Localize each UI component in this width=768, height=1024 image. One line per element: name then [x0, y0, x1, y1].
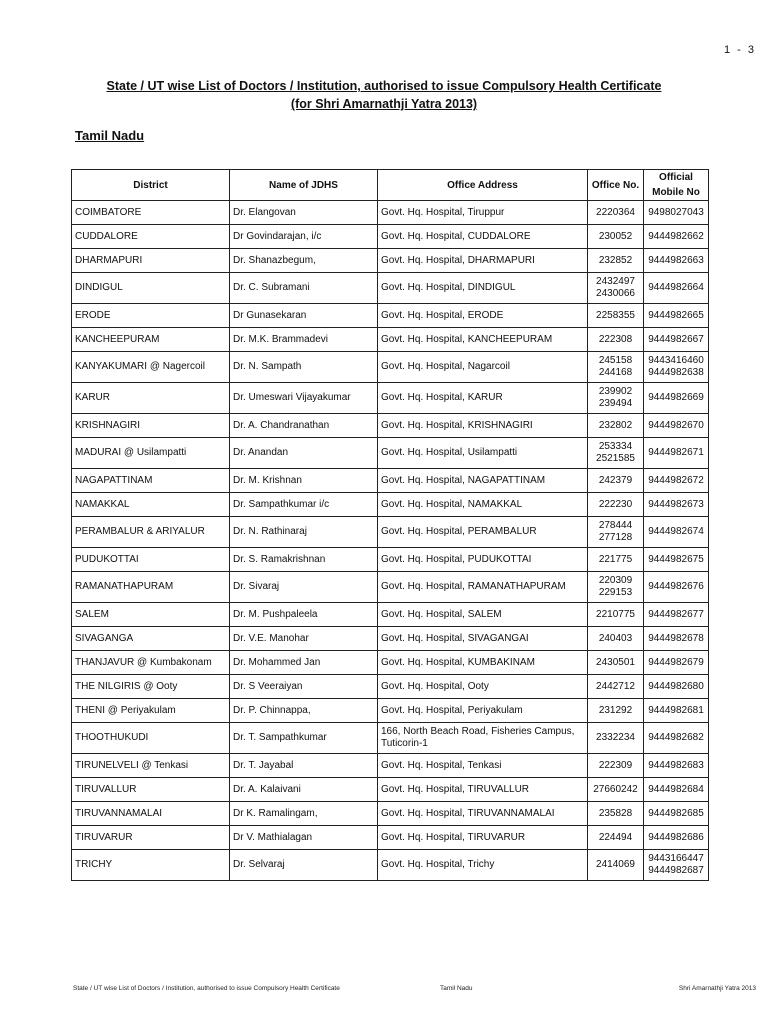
cell-office-no	[588, 201, 644, 225]
address-line: Govt. Hq. Hospital, SALEM	[381, 608, 502, 620]
office-number: 278444	[598, 520, 633, 531]
cell-address	[378, 699, 588, 723]
office-number: 253334	[598, 441, 633, 452]
cell-address	[378, 675, 588, 699]
cell-office-no	[588, 328, 644, 352]
cell-mobile	[644, 249, 709, 273]
cell-district: RAMANATHAPURAM	[72, 572, 230, 603]
cell-address	[378, 249, 588, 273]
cell-office-no	[588, 304, 644, 328]
cell-address	[378, 414, 588, 438]
cell-address	[378, 438, 588, 469]
office-number: 2210775	[596, 608, 635, 620]
address-line: 166, North Beach Road, Fisheries Campus,	[381, 726, 575, 737]
header-name: Name of JDHS	[230, 170, 378, 201]
cell-name: Dr. T. Sampathkumar	[230, 723, 378, 754]
mobile-number: 9444982683	[648, 759, 704, 771]
table-row	[72, 225, 709, 249]
cell-district: THE NILGIRIS @ Ooty	[72, 675, 230, 699]
mobile-number: 9444982662	[648, 230, 704, 242]
office-number: 2258355	[596, 309, 635, 321]
header-mobile-line-2: Mobile No	[652, 187, 700, 198]
cell-office-no	[588, 352, 644, 383]
cell-address	[378, 352, 588, 383]
mobile-number: 9444982675	[648, 553, 704, 565]
cell-name: Dr. Mohammed Jan	[230, 651, 378, 675]
mobile-number: 9444982671	[648, 447, 704, 458]
mobile-number: 9444982679	[648, 656, 704, 668]
address-line: Govt. Hq. Hospital, Usilampatti	[381, 447, 518, 458]
header-mobile	[644, 170, 709, 201]
footer-right: Shri Amarnathji Yatra 2013	[678, 985, 756, 992]
cell-district: TIRUVARUR	[72, 826, 230, 850]
cell-district: PUDUKOTTAI	[72, 548, 230, 572]
cell-office-no	[588, 383, 644, 414]
title-line-2: (for Shri Amarnathji Yatra 2013)	[290, 97, 478, 111]
cell-mobile	[644, 225, 709, 249]
table-body	[72, 201, 709, 881]
address-line: Govt. Hq. Hospital, Ooty	[381, 680, 489, 692]
cell-mobile	[644, 517, 709, 548]
header-address: Office Address	[378, 170, 588, 201]
cell-mobile	[644, 493, 709, 517]
office-number: 224494	[598, 831, 633, 843]
cell-name: Dr Gunasekaran	[230, 304, 378, 328]
mobile-number: 9444982685	[648, 807, 704, 819]
header-district: District	[72, 170, 230, 201]
address-line: Govt. Hq. Hospital, SIVAGANGAI	[381, 632, 529, 644]
mobile-number: 9444982664	[648, 282, 704, 293]
cell-district: KARUR	[72, 383, 230, 414]
table-row	[72, 352, 709, 383]
table-row	[72, 651, 709, 675]
cell-mobile	[644, 675, 709, 699]
mobile-number: 9444982667	[648, 333, 704, 345]
cell-name: Dr. Sampathkumar i/c	[230, 493, 378, 517]
office-number: 231292	[598, 704, 633, 716]
table-row	[72, 201, 709, 225]
address-line: Govt. Hq. Hospital, RAMANATHAPURAM	[381, 581, 566, 592]
cell-district: TRICHY	[72, 850, 230, 881]
mobile-number: 9444982680	[648, 680, 704, 692]
office-number: 2414069	[596, 859, 635, 870]
cell-district: TIRUNELVELI @ Tenkasi	[72, 754, 230, 778]
office-number: 235828	[598, 807, 633, 819]
mobile-number: 9444982672	[648, 474, 704, 486]
cell-office-no	[588, 493, 644, 517]
page-number: 1 - 3	[723, 44, 756, 56]
cell-address	[378, 778, 588, 802]
cell-mobile	[644, 778, 709, 802]
cell-name: Dr V. Mathialagan	[230, 826, 378, 850]
mobile-number: 9444982674	[648, 526, 704, 537]
cell-mobile	[644, 572, 709, 603]
cell-mobile	[644, 304, 709, 328]
table-row	[72, 572, 709, 603]
mobile-number: 9444982687	[648, 865, 704, 876]
mobile-number: 9444982681	[648, 704, 704, 716]
mobile-number: 9444982686	[648, 831, 704, 843]
cell-district: SIVAGANGA	[72, 627, 230, 651]
cell-district: DINDIGUL	[72, 273, 230, 304]
title-line-1: State / UT wise List of Doctors / Institution, authorised to issue Compulsory Health Certificate	[106, 79, 662, 93]
cell-name: Dr. M. Krishnan	[230, 469, 378, 493]
cell-mobile	[644, 273, 709, 304]
cell-address	[378, 723, 588, 754]
cell-mobile	[644, 723, 709, 754]
cell-office-no	[588, 802, 644, 826]
table-row	[72, 493, 709, 517]
table-row	[72, 850, 709, 881]
cell-district: THENI @ Periyakulam	[72, 699, 230, 723]
address-line: Tuticorin-1	[381, 738, 428, 749]
cell-office-no	[588, 699, 644, 723]
cell-office-no	[588, 723, 644, 754]
cell-address	[378, 548, 588, 572]
address-line: Govt. Hq. Hospital, NAGAPATTINAM	[381, 474, 546, 486]
table-header-row	[72, 170, 709, 201]
table-row	[72, 802, 709, 826]
cell-office-no	[588, 249, 644, 273]
cell-mobile	[644, 627, 709, 651]
cell-office-no	[588, 826, 644, 850]
cell-office-no	[588, 273, 644, 304]
office-number: 244168	[598, 367, 633, 378]
office-number: 221775	[598, 553, 633, 565]
mobile-number: 9498027043	[648, 206, 704, 218]
table-row	[72, 414, 709, 438]
cell-mobile	[644, 438, 709, 469]
office-number: 2430066	[596, 288, 635, 299]
cell-name: Dr. N. Sampath	[230, 352, 378, 383]
header-office-no: Office No.	[588, 170, 644, 201]
table-row	[72, 723, 709, 754]
address-line: Govt. Hq. Hospital, DHARMAPURI	[381, 254, 535, 266]
cell-address	[378, 304, 588, 328]
address-line: Govt. Hq. Hospital, KRISHNAGIRI	[381, 419, 533, 431]
address-line: Govt. Hq. Hospital, PUDUKOTTAI	[381, 553, 532, 565]
office-number: 2521585	[596, 453, 635, 464]
office-number: 242379	[598, 474, 633, 486]
office-number: 27660242	[593, 783, 638, 795]
mobile-number: 9444982676	[648, 581, 704, 592]
cell-mobile	[644, 802, 709, 826]
cell-address	[378, 850, 588, 881]
cell-mobile	[644, 603, 709, 627]
state-heading: Tamil Nadu	[75, 128, 145, 143]
address-line: Govt. Hq. Hospital, Trichy	[381, 859, 495, 870]
cell-district: KRISHNAGIRI	[72, 414, 230, 438]
table-row	[72, 627, 709, 651]
cell-address	[378, 627, 588, 651]
cell-mobile	[644, 383, 709, 414]
cell-name: Dr Govindarajan, i/c	[230, 225, 378, 249]
cell-office-no	[588, 675, 644, 699]
office-number: 2442712	[596, 680, 635, 692]
address-line: Govt. Hq. Hospital, CUDDALORE	[381, 230, 531, 242]
mobile-number: 9444982638	[648, 367, 704, 378]
cell-name: Dr. P. Chinnappa,	[230, 699, 378, 723]
table-row	[72, 548, 709, 572]
cell-district: ERODE	[72, 304, 230, 328]
cell-name: Dr. S. Ramakrishnan	[230, 548, 378, 572]
address-line: Govt. Hq. Hospital, TIRUVARUR	[381, 831, 526, 843]
cell-address	[378, 517, 588, 548]
cell-address	[378, 225, 588, 249]
cell-name: Dr. C. Subramani	[230, 273, 378, 304]
cell-address	[378, 603, 588, 627]
address-line: Govt. Hq. Hospital, Periyakulam	[381, 704, 523, 716]
mobile-number: 9444982684	[648, 783, 704, 795]
office-number: 2220364	[596, 206, 635, 218]
cell-name: Dr. V.E. Manohar	[230, 627, 378, 651]
cell-mobile	[644, 850, 709, 881]
cell-district: MADURAI @ Usilampatti	[72, 438, 230, 469]
office-number: 2332234	[596, 732, 635, 743]
cell-name: Dr. A. Kalaivani	[230, 778, 378, 802]
cell-name: Dr. Elangovan	[230, 201, 378, 225]
cell-address	[378, 651, 588, 675]
office-number: 245158	[598, 355, 633, 366]
mobile-number: 9444982663	[648, 254, 704, 266]
mobile-number: 9444982665	[648, 309, 704, 321]
cell-mobile	[644, 754, 709, 778]
cell-office-no	[588, 651, 644, 675]
cell-district: NAGAPATTINAM	[72, 469, 230, 493]
cell-address	[378, 802, 588, 826]
address-line: Govt. Hq. Hospital, Nagarcoil	[381, 361, 510, 372]
table-row	[72, 826, 709, 850]
office-number: 222230	[598, 498, 633, 510]
address-line: Govt. Hq. Hospital, NAMAKKAL	[381, 498, 523, 510]
table-row	[72, 469, 709, 493]
cell-mobile	[644, 651, 709, 675]
cell-address	[378, 383, 588, 414]
cell-office-no	[588, 548, 644, 572]
address-line: Govt. Hq. Hospital, ERODE	[381, 309, 504, 321]
office-number: 2430501	[596, 656, 635, 668]
cell-name: Dr. T. Jayabal	[230, 754, 378, 778]
cell-district: PERAMBALUR & ARIYALUR	[72, 517, 230, 548]
cell-mobile	[644, 469, 709, 493]
cell-address	[378, 826, 588, 850]
cell-mobile	[644, 201, 709, 225]
cell-name: Dr. N. Rathinaraj	[230, 517, 378, 548]
cell-address	[378, 572, 588, 603]
cell-office-no	[588, 778, 644, 802]
cell-district: SALEM	[72, 603, 230, 627]
mobile-number: 9443166447	[648, 853, 704, 864]
cell-district: THANJAVUR @ Kumbakonam	[72, 651, 230, 675]
cell-district: COIMBATORE	[72, 201, 230, 225]
address-line: Govt. Hq. Hospital, KARUR	[381, 392, 503, 403]
office-number: 277128	[598, 532, 633, 543]
office-number: 232802	[598, 419, 633, 431]
address-line: Govt. Hq. Hospital, KANCHEEPURAM	[381, 333, 553, 345]
office-number: 220309	[598, 575, 633, 586]
office-number: 229153	[598, 587, 633, 598]
cell-name: Dr. A. Chandranathan	[230, 414, 378, 438]
address-line: Govt. Hq. Hospital, TIRUVANNAMALAI	[381, 807, 555, 819]
office-number: 239494	[598, 398, 633, 409]
table-row	[72, 603, 709, 627]
address-line: Govt. Hq. Hospital, DINDIGUL	[381, 282, 516, 293]
cell-district: NAMAKKAL	[72, 493, 230, 517]
cell-name: Dr. Sivaraj	[230, 572, 378, 603]
cell-name: Dr. M.K. Brammadevi	[230, 328, 378, 352]
address-line: Govt. Hq. Hospital, TIRUVALLUR	[381, 783, 530, 795]
cell-office-no	[588, 572, 644, 603]
table-row	[72, 699, 709, 723]
table-row	[72, 517, 709, 548]
office-number: 239902	[598, 386, 633, 397]
header-mobile-line-1: Official	[659, 172, 693, 183]
footer-left: State / UT wise List of Doctors / Institution, authorised to issue Compulsory Health Certificate	[73, 985, 340, 992]
cell-district: KANYAKUMARI @ Nagercoil	[72, 352, 230, 383]
table-row	[72, 675, 709, 699]
table-row	[72, 438, 709, 469]
cell-mobile	[644, 826, 709, 850]
mobile-number: 9444982677	[648, 608, 704, 620]
cell-district: CUDDALORE	[72, 225, 230, 249]
cell-office-no	[588, 438, 644, 469]
table-row	[72, 249, 709, 273]
address-line: Govt. Hq. Hospital, KUMBAKINAM	[381, 656, 535, 668]
cell-district: THOOTHUKUDI	[72, 723, 230, 754]
cell-mobile	[644, 328, 709, 352]
cell-office-no	[588, 627, 644, 651]
doctors-table	[71, 169, 709, 881]
table-row	[72, 304, 709, 328]
cell-mobile	[644, 548, 709, 572]
cell-address	[378, 493, 588, 517]
mobile-number: 9444982682	[648, 732, 704, 743]
cell-district: TIRUVANNAMALAI	[72, 802, 230, 826]
cell-address	[378, 201, 588, 225]
mobile-number: 9443416460	[648, 355, 704, 366]
table-row	[72, 273, 709, 304]
address-line: Govt. Hq. Hospital, Tiruppur	[381, 206, 505, 218]
cell-office-no	[588, 414, 644, 438]
cell-mobile	[644, 699, 709, 723]
office-number: 232852	[598, 254, 633, 266]
cell-office-no	[588, 469, 644, 493]
table-row	[72, 778, 709, 802]
office-number: 230052	[598, 230, 633, 242]
cell-address	[378, 328, 588, 352]
cell-address	[378, 754, 588, 778]
cell-name: Dr. M. Pushpaleela	[230, 603, 378, 627]
mobile-number: 9444982678	[648, 632, 704, 644]
cell-district: DHARMAPURI	[72, 249, 230, 273]
cell-name: Dr. Anandan	[230, 438, 378, 469]
cell-address	[378, 469, 588, 493]
office-number: 240403	[598, 632, 633, 644]
cell-office-no	[588, 603, 644, 627]
table-row	[72, 383, 709, 414]
cell-office-no	[588, 754, 644, 778]
office-number: 222308	[598, 333, 633, 345]
mobile-number: 9444982670	[648, 419, 704, 431]
office-number: 222309	[598, 759, 633, 771]
cell-office-no	[588, 517, 644, 548]
table-row	[72, 754, 709, 778]
cell-district: TIRUVALLUR	[72, 778, 230, 802]
office-number: 2432497	[596, 276, 635, 287]
cell-name: Dr K. Ramalingam,	[230, 802, 378, 826]
cell-office-no	[588, 850, 644, 881]
cell-name: Dr. Shanazbegum,	[230, 249, 378, 273]
cell-mobile	[644, 414, 709, 438]
address-line: Govt. Hq. Hospital, PERAMBALUR	[381, 526, 537, 537]
cell-mobile	[644, 352, 709, 383]
cell-district: KANCHEEPURAM	[72, 328, 230, 352]
mobile-number: 9444982673	[648, 498, 704, 510]
mobile-number: 9444982669	[648, 392, 704, 403]
table-row	[72, 328, 709, 352]
cell-address	[378, 273, 588, 304]
cell-name: Dr. Umeswari Vijayakumar	[230, 383, 378, 414]
cell-office-no	[588, 225, 644, 249]
cell-name: Dr. Selvaraj	[230, 850, 378, 881]
footer-middle: Tamil Nadu	[440, 985, 473, 992]
cell-name: Dr. S Veeraiyan	[230, 675, 378, 699]
address-line: Govt. Hq. Hospital, Tenkasi	[381, 759, 502, 771]
document-title	[0, 77, 768, 113]
